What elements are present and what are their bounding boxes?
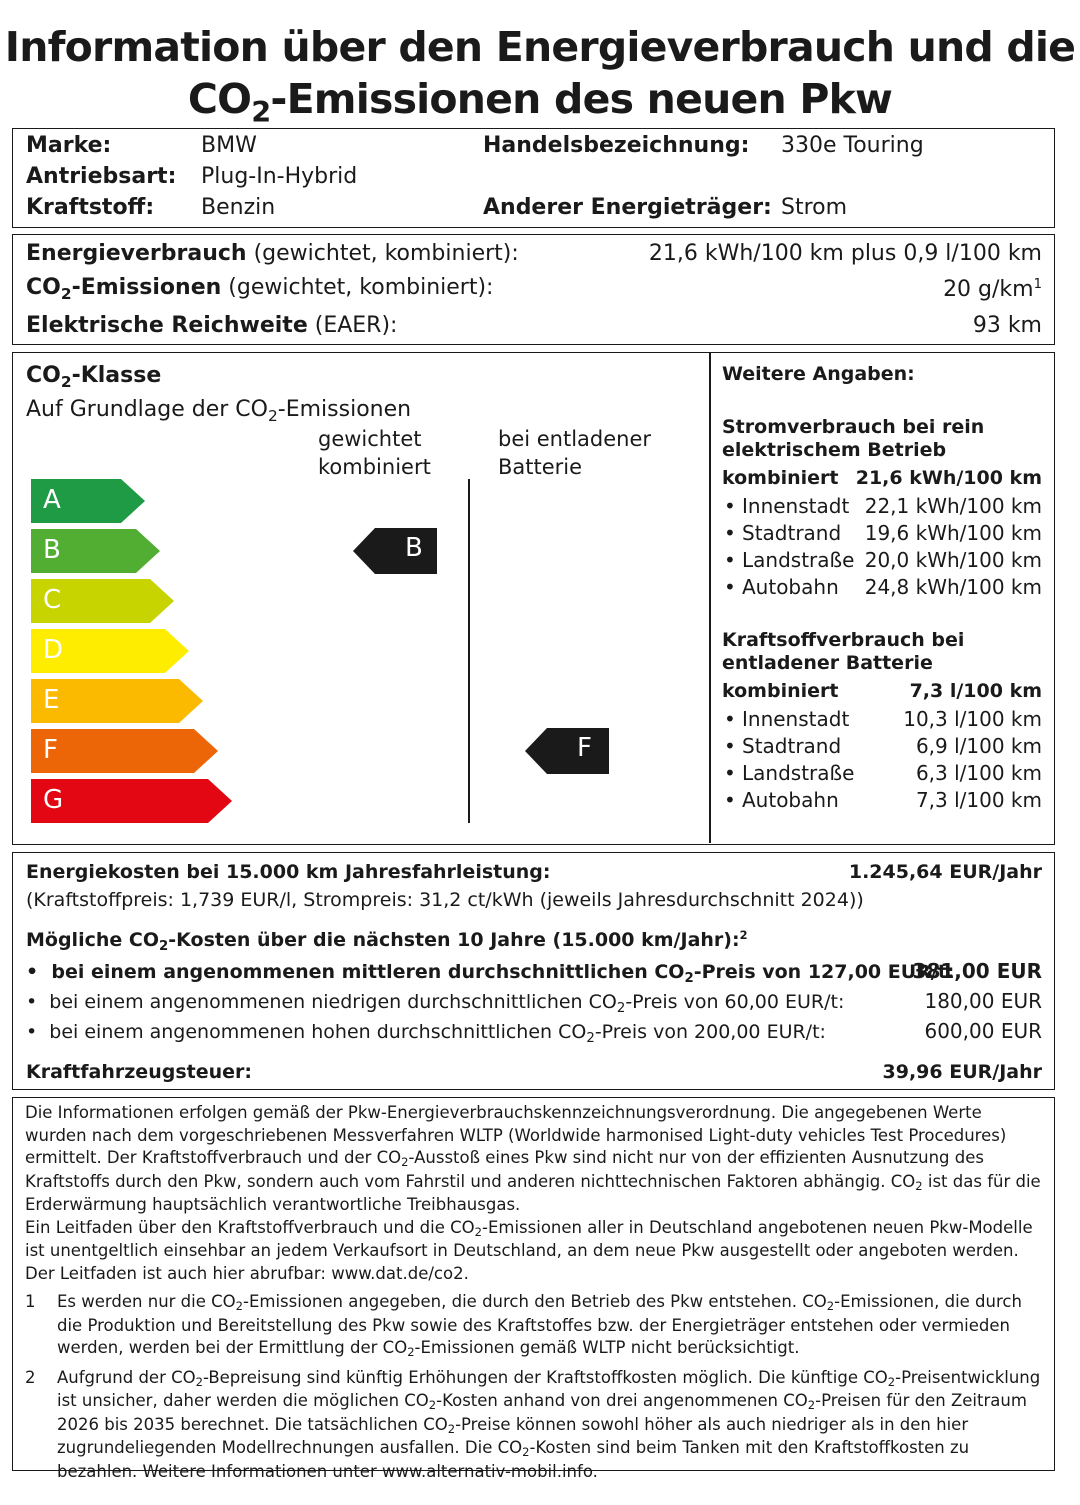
kraft-heading-2: entladener Batterie — [722, 652, 933, 674]
legal-text — [25, 1102, 1043, 1483]
co2-value: 20 g/km — [943, 277, 1034, 302]
title-sub: 2 — [251, 94, 271, 129]
legal-paragraph-1 — [25, 1102, 1043, 1217]
p1-a: Die Informationen erfolgen gemäß der Pkw-Energieverbrauchskennzeichnungsverordnung. Die angegebenen Werte wurden nach dem vorgeschriebenen Messverfahren WLTP (Worldwide harmonised Light-duty vehicles Test Procedures) ermittelt. Der Kraftstoffverbrauch und der CO — [25, 1103, 1007, 1167]
scenario-row-mid: • bei einem angenommenen mittleren durchschnittlichen $CO_2$-Preis von 127,00 EUR/t: — [26, 961, 955, 986]
co2-label-post: -Emissionen — [71, 275, 222, 300]
n2-sub-1: 2 — [195, 1374, 203, 1389]
n2-sub-3: 2 — [428, 1398, 437, 1413]
further-heading: Weitere Angaben: — [722, 363, 915, 385]
kraft-row-label: Autobahn — [742, 788, 839, 812]
class-arrow-e — [31, 679, 203, 723]
antrieb-value: Plug-In-Hybrid — [201, 164, 358, 189]
footnote-1 — [25, 1291, 1043, 1361]
scenario-low-post: -Preis von 60,00 EUR/t: — [625, 991, 845, 1013]
co2kosten-pre: Mögliche CO — [26, 929, 159, 951]
n1-c: -Emissionen, die durch die Produktion und Bereitstellung des Pkw sowie des Kraftstoffes bzw. der Energieträger entstehen oder vermieden werden, werden bei der Ermittlung der CO — [57, 1292, 1022, 1357]
kraft-row-value: 10,3 l/100 km — [903, 707, 1042, 731]
col-discharged-line2: Batterie — [498, 455, 583, 479]
strom-row-label: Landstraße — [742, 548, 855, 572]
strom-row-bullet: • — [724, 548, 736, 572]
co2-value-wrap — [943, 277, 1042, 302]
steuer-label: Kraftfahrzeugsteuer: — [26, 1061, 252, 1083]
n2-sub-5: 2 — [447, 1421, 456, 1436]
costs-box — [12, 852, 1055, 1090]
handels-label: Handelsbezeichnung: — [483, 133, 750, 158]
vehicle-box — [12, 128, 1055, 228]
co2-label-pre: CO — [26, 275, 61, 300]
strom-row-bullet: • — [724, 521, 736, 545]
n1-a: Es werden nur die CO — [57, 1292, 236, 1311]
footnote-2-number: 2 — [25, 1367, 36, 1387]
p2-b: -Emissionen aller in Deutschland angebotenen neuen Pkw-Modelle ist unentgeltlich einsehbar an jedem Verkaufsort in Deutschland, an dem neue Pkw ausgestellt oder angeboten werden. Der Leitfaden ist auch hier abrufbar: www.dat.de/co2. — [25, 1217, 1033, 1283]
strom-row-value: 24,8 kWh/100 km — [864, 575, 1042, 599]
class-arrow-a — [31, 479, 145, 523]
p1-b: -Ausstoß eines Pkw sind nicht nur von der effizienten Ausnutzung des Kraftstoffs durch den Pkw, sondern auch vom Fahrstil und anderen nichttechnischen Faktoren abhängig. CO — [25, 1148, 985, 1191]
scenario-low-sub: 2 — [616, 1000, 626, 1016]
kraft-heading-1: Kraftsoffverbrauch bei — [722, 629, 965, 651]
title-co: CO — [187, 75, 252, 123]
class-arrow-d — [31, 629, 189, 673]
class-letter-g: G — [43, 785, 64, 815]
scenario-high-pre: bei einem angenommenen hohen durchschnittlichen CO — [49, 1021, 587, 1043]
marke-value: BMW — [201, 133, 257, 158]
title-rest: -Emissionen des neuen Pkw — [270, 75, 893, 123]
p1-c: ist das für die Erderwärmung hauptsächlich verantwortliche Treibhausgas. — [25, 1171, 1041, 1214]
kraft-kombiniert-value: 7,3 l/100 km — [909, 680, 1042, 702]
basis-post: -Emissionen — [277, 397, 412, 422]
energie-row-label — [26, 241, 519, 266]
kraft-row-bullet: • — [724, 707, 736, 731]
co2kosten-heading — [26, 928, 748, 954]
legal-paragraph-2 — [25, 1217, 1043, 1286]
handels-value: 330e Touring — [781, 133, 924, 158]
antrieb-label: Antriebsart: — [26, 164, 177, 189]
reichweite-value: 93 km — [972, 313, 1042, 338]
scenario-high-sub: 2 — [586, 1030, 595, 1046]
kraft-row-label: Innenstadt — [742, 707, 850, 731]
kraftstoff-label: Kraftstoff: — [26, 195, 155, 220]
footnote-1-number: 1 — [25, 1292, 36, 1311]
kraft-row-bullet: • — [724, 788, 736, 812]
co2-label — [26, 275, 222, 303]
col-discharged-line1: bei entladener — [498, 427, 652, 451]
n2-g: -Kosten sind beim Tanken mit den Kraftstoffkosten zu bezahlen. Weitere Informationen unter www.alternativ-mobil.info. — [57, 1438, 970, 1481]
class-letter-d: D — [43, 635, 64, 665]
class-letter-f: F — [43, 735, 58, 765]
p2-sub: 2 — [474, 1224, 482, 1239]
page-title-line2 — [0, 72, 1080, 130]
class-arrow-f — [31, 729, 218, 773]
energiekosten-value: 1.245,64 EUR/Jahr — [848, 861, 1042, 883]
strom-row-bullet: • — [724, 494, 736, 518]
scenario-high-post: -Preis von 200,00 EUR/t: — [594, 1021, 826, 1043]
scenario-high-value: 600,00 EUR — [924, 1019, 1042, 1043]
kraft-row-value: 7,3 l/100 km — [915, 788, 1042, 812]
footnote-2-text — [57, 1367, 1043, 1484]
co2-class-heading-pre: CO — [26, 363, 61, 388]
p1-sub-2: 2 — [915, 1178, 923, 1193]
co2-suffix: (gewichtet, kombiniert): — [221, 275, 494, 300]
co2-footnote-ref: 1 — [1033, 277, 1042, 293]
n1-d: -Emissionen gemäß WLTP nicht berücksichtigt. — [414, 1338, 800, 1357]
strom-heading-2: elektrischem Betrieb — [722, 439, 947, 461]
energiekosten-label: Energiekosten bei 15.000 km Jahresfahrleistung: — [26, 861, 551, 883]
class-letter-c: C — [43, 585, 62, 615]
n2-sub-4: 2 — [807, 1398, 816, 1413]
col-weighted-line1: gewichtet — [318, 427, 422, 451]
energie-value: 21,6 kWh/100 km plus 0,9 l/100 km — [648, 241, 1042, 266]
scenario-low-pre: bei einem angenommenen niedrigen durchschnittlichen CO — [49, 991, 617, 1013]
energie-label: Energieverbrauch — [26, 241, 247, 266]
n2-b: -Bepreisung sind künftig Erhöhungen der Kraftstoffkosten möglich. Die künftige CO — [202, 1367, 888, 1387]
co2kosten-footnote-ref: 2 — [739, 928, 748, 943]
co2-class-heading-post: -Klasse — [71, 363, 162, 388]
class-arrow-b — [31, 529, 160, 573]
scenario-row-low: • bei einem angenommenen niedrigen durchschnittlichen $CO_2$-Preis von 60,00 EUR/t: — [26, 991, 845, 1016]
column-divider — [709, 353, 711, 843]
kraft-row-bullet: • — [724, 734, 736, 758]
scenario-low-value: 180,00 EUR — [924, 989, 1042, 1013]
class-letter-a: A — [43, 485, 61, 515]
strom-row-bullet: • — [724, 575, 736, 599]
consumption-box — [12, 234, 1055, 345]
class-arrow-g — [31, 779, 232, 823]
n2-sub-6: 2 — [522, 1445, 530, 1460]
co2kosten-post: -Kosten über die nächsten 10 Jahre (15.000 km/Jahr): — [168, 929, 740, 951]
strom-row-label: Autobahn — [742, 575, 839, 599]
scenario-mid-sub: 2 — [684, 970, 694, 986]
scenario-mid-post: -Preis von 127,00 EUR/t: — [693, 961, 955, 983]
co2kosten-sub: 2 — [158, 938, 169, 954]
reichweite-suffix: (EAER): — [307, 313, 398, 338]
scenario-mid-value: 381,00 EUR — [912, 959, 1042, 983]
co2-row-label — [26, 275, 494, 303]
weighted-class-letter: B — [405, 533, 423, 563]
energie-suffix: (gewichtet, kombiniert): — [246, 241, 519, 266]
n1-sub-3: 2 — [407, 1345, 415, 1360]
footnote-1-text — [57, 1291, 1043, 1361]
energietraeger-value: Strom — [781, 195, 848, 220]
strom-row-value: 22,1 kWh/100 km — [864, 494, 1042, 518]
co2-class-heading-sub: 2 — [60, 372, 72, 391]
scenario-row-high: • bei einem angenommenen hohen durchschnittlichen $CO_2$-Preis von 200,00 EUR/t: — [26, 1021, 826, 1046]
energietraeger-label: Anderer Energieträger: — [483, 195, 772, 220]
class-arrow-c — [31, 579, 174, 623]
n2-d: -Kosten anhand von drei angenommenen CO — [436, 1391, 808, 1410]
col-weighted-line2: kombiniert — [318, 455, 431, 479]
strom-kombiniert-value: 21,6 kWh/100 km — [855, 467, 1042, 489]
page-title: Information über den Energieverbrauch und die — [4, 23, 1076, 71]
discharged-class-marker — [525, 728, 609, 774]
n2-f: -Preise können sowohl höher als auch niedriger als in den hier zugrundeliegenden Modellrechnungen ausfallen. Die CO — [57, 1414, 969, 1457]
preise-note: (Kraftstoffpreis: 1,739 EUR/l, Strompreis: 31,2 ct/kWh (jeweils Jahresdurchschnitt 2024)) — [26, 889, 864, 911]
strom-row-value: 20,0 kWh/100 km — [864, 548, 1042, 572]
kraft-row-label: Landstraße — [742, 761, 855, 785]
co2-label-sub: 2 — [60, 284, 72, 303]
n1-b: -Emissionen angegeben, die durch den Betrieb des Pkw entstehen. CO — [243, 1292, 827, 1311]
n1-sub-2: 2 — [826, 1299, 835, 1314]
marker-separator — [468, 479, 470, 823]
kraft-row-value: 6,9 l/100 km — [915, 734, 1042, 758]
kraft-row-label: Stadtrand — [742, 734, 842, 758]
strom-row-label: Innenstadt — [742, 494, 850, 518]
basis-pre: Auf Grundlage der CO — [26, 397, 268, 422]
weighted-class-marker — [353, 528, 437, 574]
strom-row-label: Stadtrand — [742, 521, 842, 545]
co2-class-basis — [26, 397, 412, 425]
kraft-row-bullet: • — [724, 761, 736, 785]
strom-row-value: 19,6 kWh/100 km — [864, 521, 1042, 545]
footnotes-box — [12, 1097, 1055, 1481]
marke-label: Marke: — [26, 133, 112, 158]
class-letter-e: E — [43, 685, 60, 715]
scenario-mid-pre: bei einem angenommenen mittleren durchschnittlichen CO — [51, 961, 685, 983]
discharged-class-letter: F — [577, 733, 592, 763]
kraftstoff-value: Benzin — [201, 195, 276, 220]
p2-a: Ein Leitfaden über den Kraftstoffverbrauch und die CO — [25, 1217, 475, 1237]
p1-sub-1: 2 — [401, 1155, 409, 1170]
strom-kombiniert-label: kombiniert — [722, 467, 839, 489]
footnote-2 — [25, 1367, 1043, 1484]
co2-class-box — [12, 352, 1055, 845]
n2-c: -Preisentwicklung ist unsicher, daher werden die möglichen CO — [57, 1367, 1041, 1410]
reichweite-label: Elektrische Reichweite — [26, 313, 308, 338]
strom-heading-1: Stromverbrauch bei rein — [722, 416, 985, 438]
steuer-value: 39,96 EUR/Jahr — [882, 1061, 1042, 1083]
n2-e: -Preisen für den Zeitraum 2026 bis 2035 berechnet. Die tatsächlichen CO — [57, 1391, 1027, 1434]
n2-sub-2: 2 — [887, 1374, 896, 1389]
basis-sub: 2 — [267, 406, 278, 425]
n1-sub-1: 2 — [235, 1299, 243, 1314]
co2-class-heading — [26, 363, 162, 391]
kraft-row-value: 6,3 l/100 km — [915, 761, 1042, 785]
class-letter-b: B — [43, 535, 61, 565]
reichweite-row-label — [26, 313, 397, 338]
kraft-kombiniert-label: kombiniert — [722, 680, 839, 702]
n2-a: Aufgrund der CO — [57, 1367, 196, 1387]
